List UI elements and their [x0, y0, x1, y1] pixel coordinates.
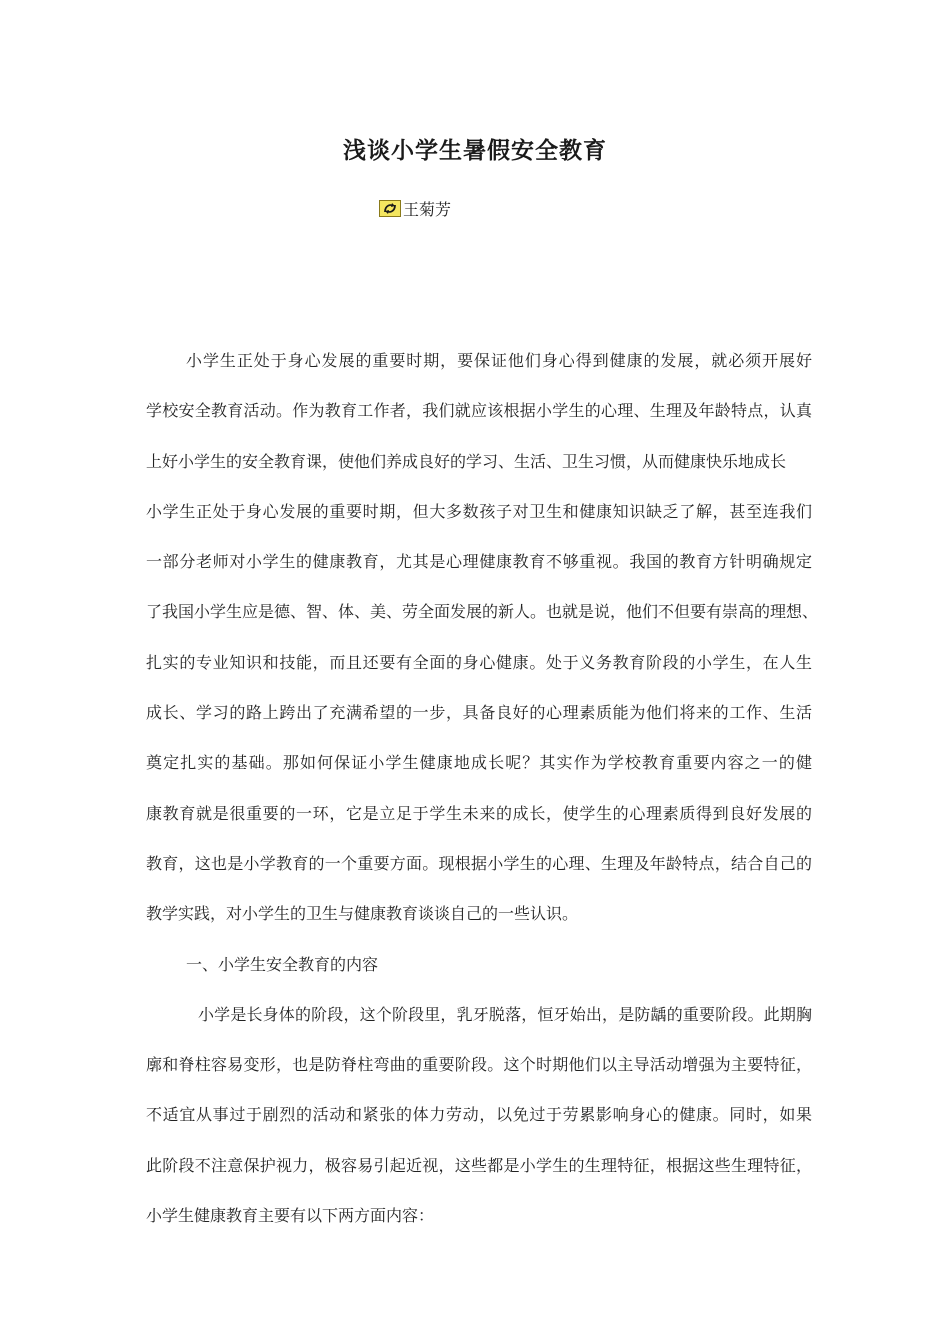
text-line: 廓和脊柱容易变形，也是防脊柱弯曲的重要阶段。这个时期他们以主导活动增强为主要特征， — [146, 1055, 812, 1075]
text-line: 一部分老师对小学生的健康教育，尤其是心理健康教育不够重视。我国的教育方针明确规定 — [146, 552, 812, 572]
text-line: 小学生健康教育主要有以下两方面内容： — [146, 1206, 435, 1226]
text-line: 成长、学习的路上跨出了充满希望的一步，具备良好的心理素质能为他们将来的工作、生活 — [146, 703, 812, 723]
text-line: 了我国小学生应是德、智、体、美、劳全面发展的新人。也就是说，他们不但要有崇高的理想、 — [146, 602, 819, 622]
author-line — [379, 196, 451, 220]
text-line: 教育，这也是小学教育的一个重要方面。现根据小学生的心理、生理及年龄特点，结合自己的 — [146, 853, 812, 873]
text-line: 小学是长身体的阶段，这个阶段里，乳牙脱落，恒牙始出，是防龋的重要阶段。此期胸 — [198, 1004, 812, 1024]
text-line: 小学生正处于身心发展的重要时期，要保证他们身心得到健康的发展，就必须开展好 — [186, 351, 812, 370]
text-line: 教学实践，对小学生的卫生与健康教育谈谈自己的一些认识。 — [146, 904, 579, 924]
author-link-icon[interactable] — [379, 200, 401, 217]
text-line: 不适宜从事过于剧烈的活动和紧张的体力劳动，以免过于劳累影响身心的健康。同时，如果 — [146, 1105, 812, 1125]
text-line: 康教育就是很重要的一环，它是立足于学生未来的成长，使学生的心理素质得到良好发展的 — [146, 803, 812, 823]
document-title: 浅谈小学生暑假安全教育 — [343, 137, 607, 164]
text-line: 小学生正处于身心发展的重要时期，但大多数孩子对卫生和健康知识缺乏了解，甚至连我们 — [146, 501, 812, 521]
text-line: 学校安全教育活动。作为教育工作者，我们就应该根据小学生的心理、生理及年龄特点，认真 — [146, 401, 812, 421]
section-heading: 一、小学生安全教育的内容 — [186, 954, 379, 974]
article-body — [146, 336, 819, 1241]
text-line: 此阶段不注意保护视力，极容易引起近视，这些都是小学生的生理特征，根据这些生理特征， — [146, 1155, 812, 1175]
text-line: 奠定扎实的基础。那如何保证小学生健康地成长呢？其实作为学校教育重要内容之一的健 — [146, 753, 812, 773]
author-name: 王菊芳 — [403, 199, 452, 219]
text-line: 上好小学生的安全教育课，使他们养成良好的学习、生活、卫生习惯，从而健康快乐地成长 — [146, 451, 787, 471]
text-line: 扎实的专业知识和技能，而且还要有全面的身心健康。处于义务教育阶段的小学生，在人生 — [146, 652, 812, 672]
